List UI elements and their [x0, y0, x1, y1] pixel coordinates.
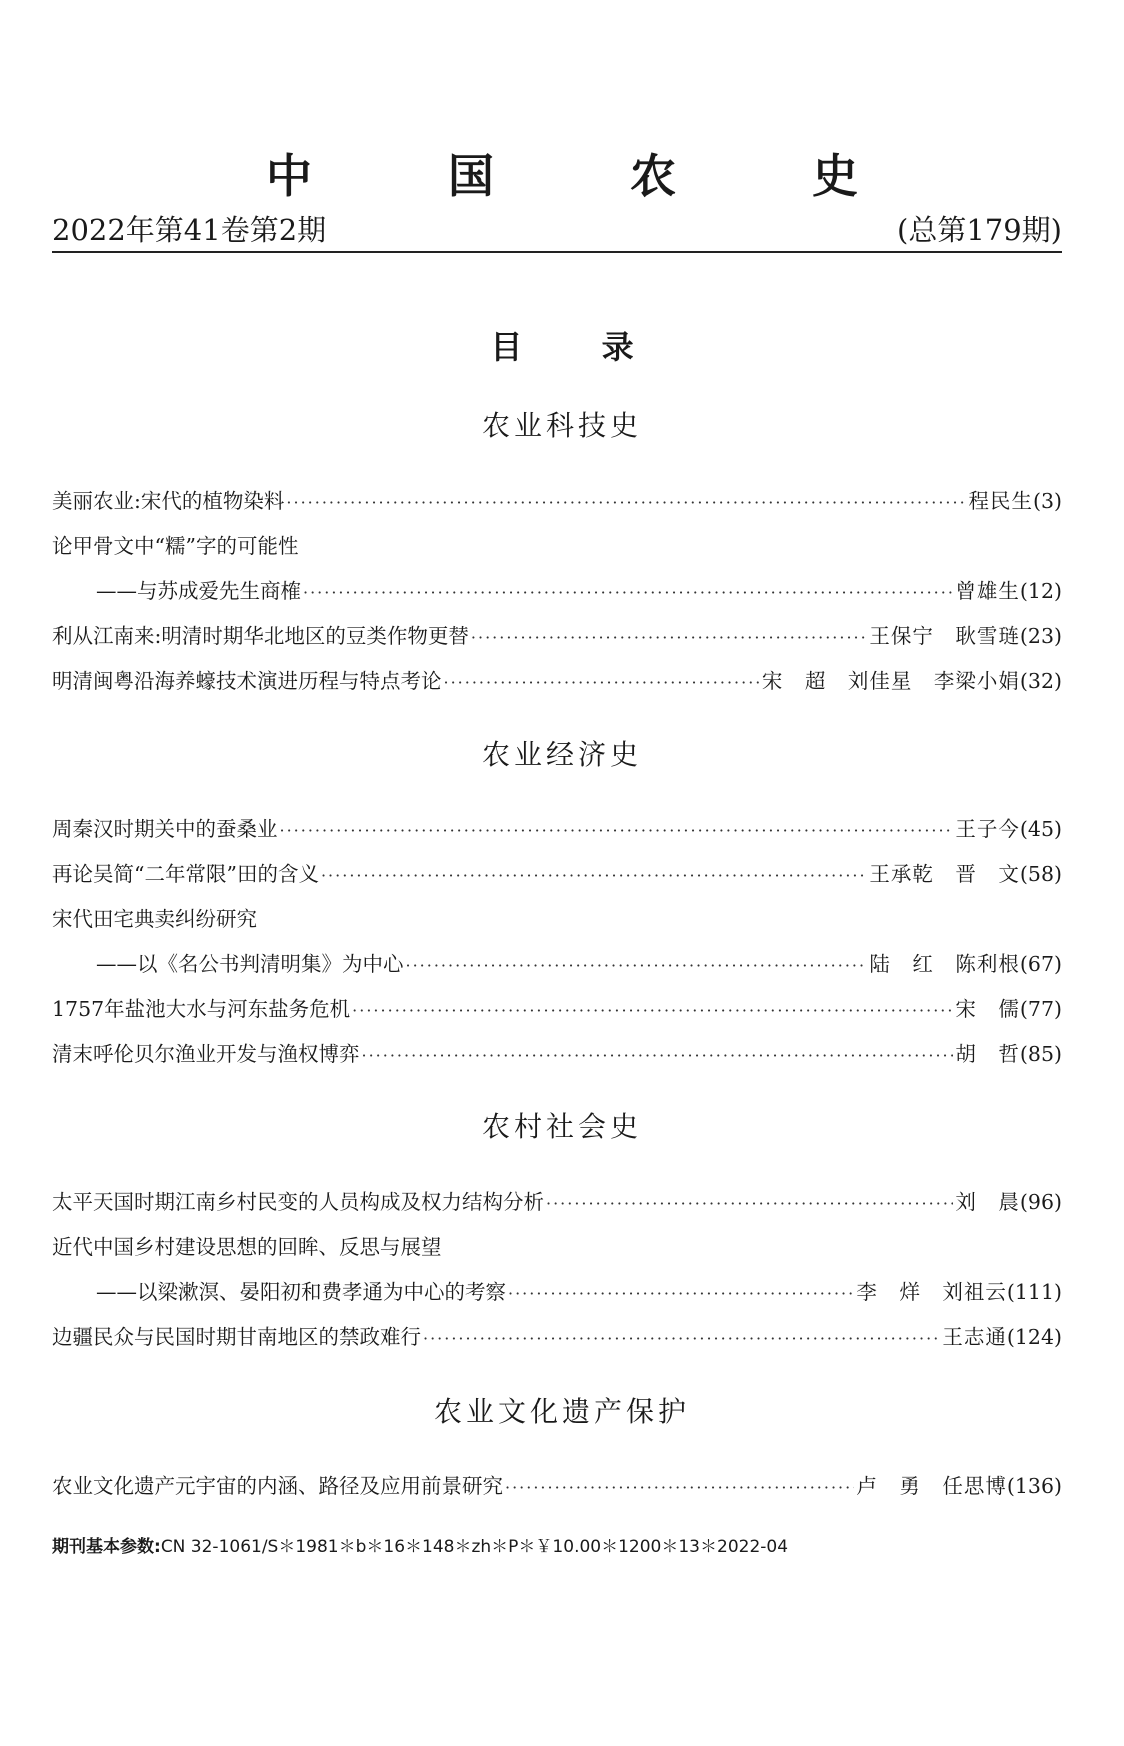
toc-entry[interactable]: [52, 1186, 1062, 1218]
entry-author: 王志通: [942, 1325, 1007, 1349]
leader-dots: [505, 1472, 854, 1504]
section-title: 农村社会史: [481, 1110, 642, 1143]
entry-title: 近代中国乡村建设思想的回眸、反思与展望: [52, 1235, 442, 1259]
toc-entry[interactable]: [52, 620, 1062, 652]
toc-entry[interactable]: [52, 903, 1062, 935]
entry-title: 农业文化遗产元宇宙的内涵、路径及应用前景研究: [52, 1474, 503, 1498]
entry-page: (111): [1006, 1280, 1062, 1304]
toc-entry-subtitle[interactable]: [52, 575, 1062, 607]
entry-page: (77): [1019, 997, 1062, 1021]
entry-author: 宋 儒: [955, 997, 1020, 1021]
entry-title: 论甲骨文中“糯”字的可能性: [52, 534, 299, 558]
entry-subtitle: ——以梁漱溟、晏阳初和费孝通为中心的考察: [96, 1280, 506, 1304]
leader-dots: [280, 815, 954, 847]
entry-author: 王保宁 耿雪琏: [869, 624, 1020, 648]
section-title: 农业科技史: [481, 409, 642, 442]
entry-title: 美丽农业:宋代的植物染料: [52, 489, 285, 513]
leader-dots: [352, 995, 953, 1027]
entry-subtitle: ——以《名公书判清明集》为中心: [96, 952, 404, 976]
entry-page: (67): [1019, 952, 1062, 976]
toc-entry[interactable]: [52, 485, 1062, 517]
toc-entry[interactable]: [52, 993, 1062, 1025]
leader-dots: [321, 860, 867, 892]
entry-title: 宋代田宅典卖纠纷研究: [52, 907, 257, 931]
toc-entry-subtitle[interactable]: [52, 948, 1062, 980]
header-rule: [52, 251, 1062, 253]
entry-author: 王承乾 晋 文: [869, 862, 1020, 886]
leader-dots: [303, 577, 953, 609]
entry-title: 利从江南来:明清时期华北地区的豆类作物更替: [52, 624, 469, 648]
entry-title: 1757年盐池大水与河东盐务危机: [52, 997, 351, 1021]
total-issue-number: (总第179期): [897, 213, 1062, 247]
leader-dots: [508, 1278, 854, 1310]
entry-author: 王子今: [955, 817, 1020, 841]
entry-page: (32): [1019, 669, 1062, 693]
issue-number: 2022年第41卷第2期: [52, 213, 327, 247]
entry-author: 刘 晨: [955, 1190, 1020, 1214]
entry-page: (96): [1019, 1190, 1062, 1214]
entry-title: 太平天国时期江南乡村民变的人员构成及权力结构分析: [52, 1190, 544, 1214]
section-title: 农业经济史: [481, 738, 642, 771]
entry-page: (58): [1019, 862, 1062, 886]
section-title: 农业文化遗产保护: [433, 1395, 690, 1428]
toc-entry[interactable]: [52, 665, 1062, 697]
entry-page: (85): [1019, 1042, 1062, 1066]
leader-dots: [406, 950, 868, 982]
parameters-value: CN 32-1061/S＊1981＊b＊16＊148＊zh＊P＊￥10.00＊1200＊13＊2022-04: [160, 1537, 789, 1557]
journal-parameters: [52, 1532, 788, 1557]
toc-entry[interactable]: [52, 1038, 1062, 1070]
toc-entry[interactable]: [52, 1231, 1062, 1263]
leader-dots: [546, 1188, 953, 1220]
issue-line: [52, 208, 1062, 249]
entry-author: 李 烊 刘祖云: [856, 1280, 1007, 1304]
entry-title: 边疆民众与民国时期甘南地区的禁政难行: [52, 1325, 421, 1349]
toc-entry-subtitle[interactable]: [52, 1276, 1062, 1308]
entry-title: 清末呼伦贝尔渔业开发与渔权博弈: [52, 1042, 360, 1066]
journal-title: 中 国 农 史: [265, 149, 919, 203]
toc-heading: 目 录: [490, 328, 668, 366]
entry-author: 宋 超 刘佳星 李梁小娟: [761, 669, 1020, 693]
entry-author: 卢 勇 任思博: [856, 1474, 1007, 1498]
leader-dots: [286, 487, 966, 519]
toc-entry[interactable]: [52, 1470, 1062, 1502]
toc-entry[interactable]: [52, 858, 1062, 890]
entry-author: 曾雄生: [955, 579, 1020, 603]
entry-author: 胡 哲: [955, 1042, 1020, 1066]
entry-page: (23): [1019, 624, 1062, 648]
entry-page: (124): [1006, 1325, 1062, 1349]
entry-title: 周秦汉时期关中的蚕桑业: [52, 817, 278, 841]
entry-author: 程民生: [968, 489, 1033, 513]
entry-title: 明清闽粤沿海养蠔技术演进历程与特点考论: [52, 669, 442, 693]
entry-subtitle: ——与苏成爱先生商榷: [96, 579, 301, 603]
entry-page: (45): [1019, 817, 1062, 841]
leader-dots: [444, 667, 760, 699]
entry-title: 再论吴简“二年常限”田的含义: [52, 862, 319, 886]
entry-author: 陆 红 陈利根: [869, 952, 1020, 976]
toc-entry[interactable]: [52, 530, 1062, 562]
toc-entry[interactable]: [52, 1321, 1062, 1353]
entry-page: (3): [1032, 489, 1062, 513]
parameters-label: 期刊基本参数:: [52, 1537, 161, 1557]
leader-dots: [362, 1040, 954, 1072]
entry-page: (12): [1019, 579, 1062, 603]
entry-page: (136): [1006, 1474, 1062, 1498]
leader-dots: [423, 1323, 940, 1355]
leader-dots: [471, 622, 868, 654]
toc-entry[interactable]: [52, 813, 1062, 845]
